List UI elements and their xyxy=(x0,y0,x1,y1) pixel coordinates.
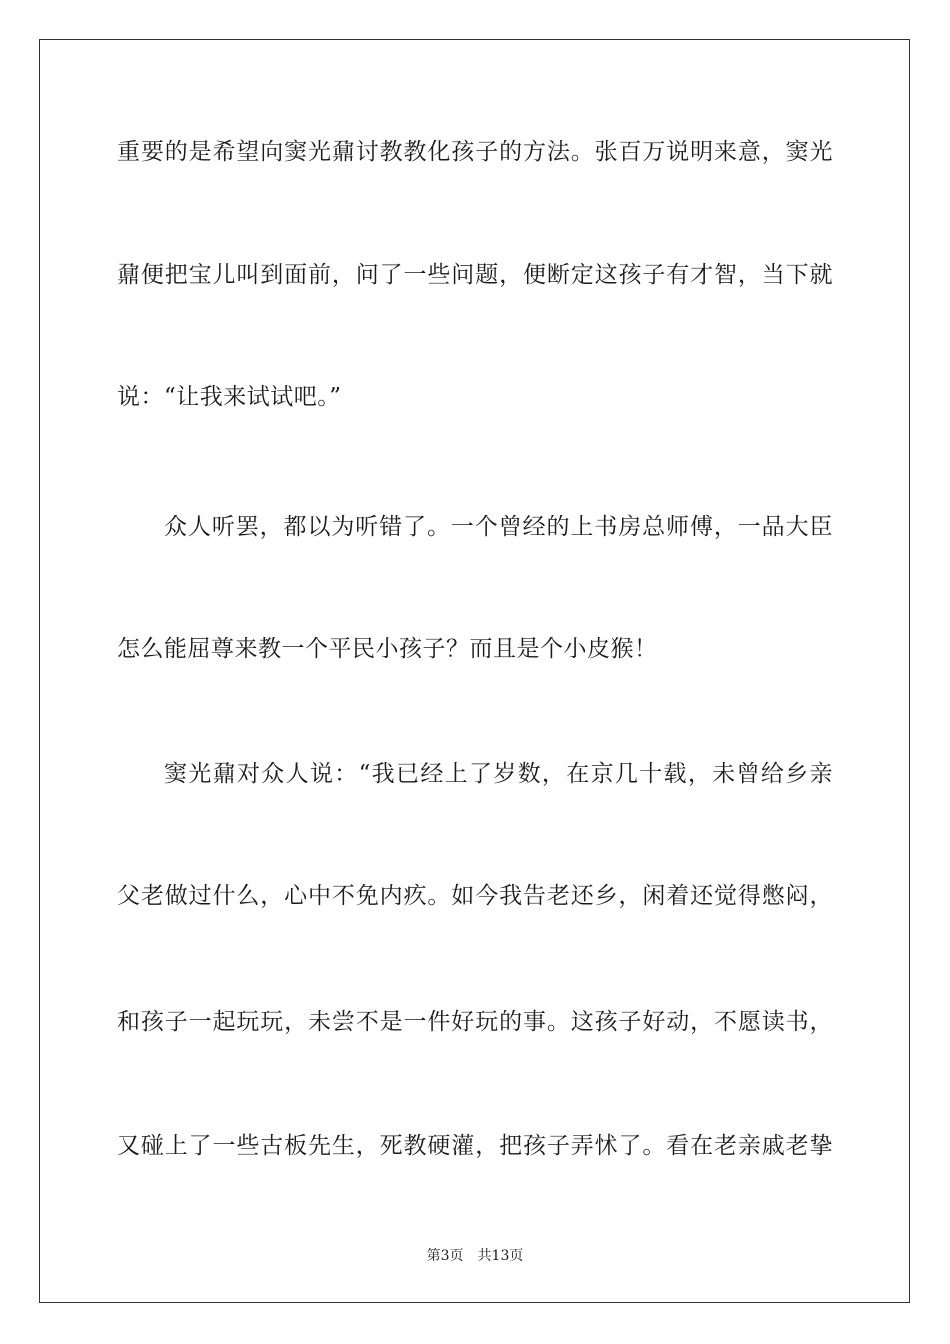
text-line-4: 众人听罢，都以为听错了。一个曾经的上书房总师傅，一品大臣 xyxy=(164,514,833,540)
text-line-6: 窦光鼐对众人说：“我已经上了岁数，在京几十载，未曾给乡亲 xyxy=(164,761,833,787)
page-border xyxy=(39,39,910,1303)
text-line-1: 重要的是希望向窦光鼐讨教教化孩子的方法。张百万说明来意，窦光 xyxy=(117,139,833,165)
page-number: 第3页 xyxy=(426,1248,464,1264)
page-footer xyxy=(0,1247,950,1265)
text-line-8: 和孩子一起玩玩，未尝不是一件好玩的事。这孩子好动，不愿读书， xyxy=(117,1009,833,1035)
text-line-9: 又碰上了一些古板先生，死教硬灌，把孩子弄怵了。看在老亲戚老挚 xyxy=(117,1133,833,1159)
text-line-3: 说：“让我来试试吧。” xyxy=(117,384,342,410)
text-line-7: 父老做过什么，心中不免内疚。如今我告老还乡，闲着还觉得憋闷， xyxy=(117,883,833,909)
text-line-2: 鼐便把宝儿叫到面前，问了一些问题，便断定这孩子有才智，当下就 xyxy=(117,262,833,288)
text-line-5: 怎么能屈尊来教一个平民小孩子？而且是个小皮猴！ xyxy=(117,636,658,662)
page-total: 共13页 xyxy=(477,1248,524,1264)
